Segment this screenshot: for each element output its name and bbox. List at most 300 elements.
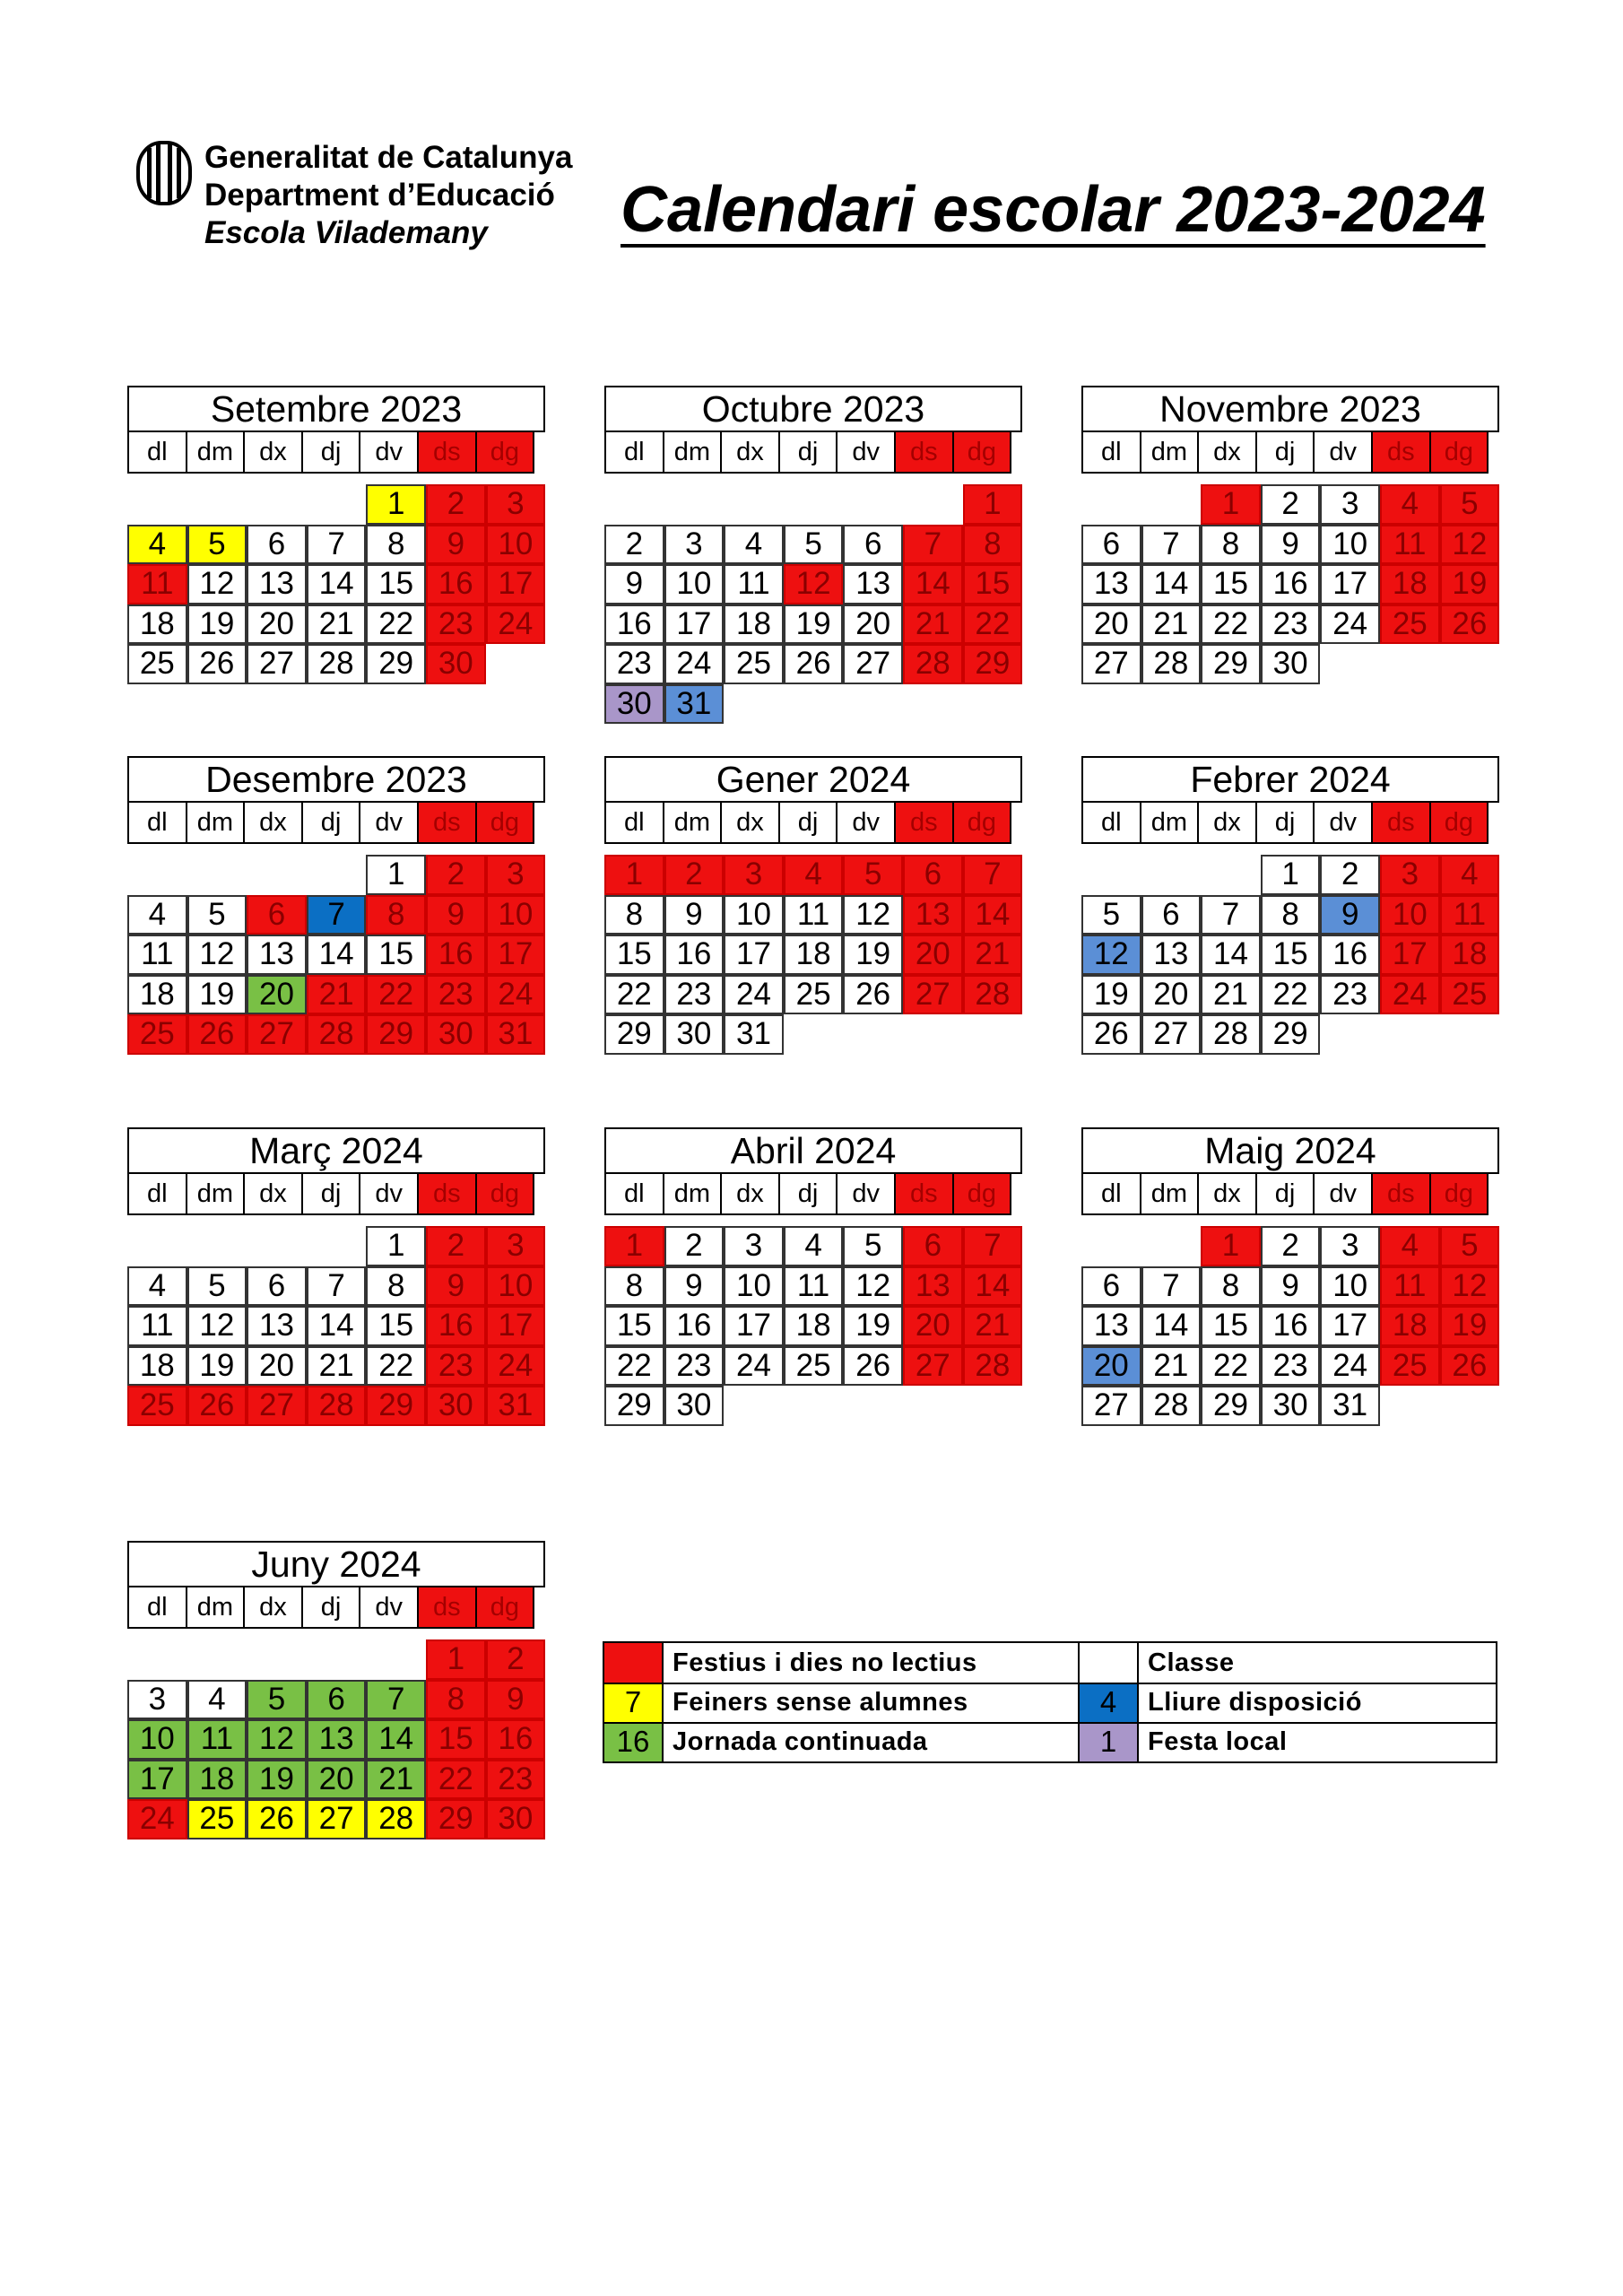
day-cell: 25 [724, 644, 784, 684]
day-cell: 24 [1380, 975, 1440, 1015]
day-cell: 25 [187, 1799, 247, 1839]
day-cell: 11 [127, 1306, 187, 1346]
day-cell: 8 [426, 1680, 486, 1720]
day-cell: 30 [426, 1386, 486, 1426]
weekday-name: dl [604, 430, 664, 474]
day-cell: 23 [664, 975, 725, 1015]
weekday-name: dg [1429, 430, 1489, 474]
day-cell: 16 [664, 1306, 725, 1346]
weekday-name: dx [720, 1172, 780, 1215]
day-cell: 17 [1380, 935, 1440, 975]
day-cell: 18 [127, 604, 187, 645]
day-cell: 5 [187, 895, 247, 935]
day-cell: 20 [1081, 1346, 1141, 1387]
day-cell: 29 [1201, 644, 1261, 684]
day-cell: 28 [307, 1386, 367, 1426]
month-block [127, 1541, 545, 1836]
weekday-name: ds [417, 430, 477, 474]
weekday-name: ds [417, 1586, 477, 1629]
day-cell: 3 [664, 525, 725, 565]
weekday-name: dm [663, 801, 723, 844]
day-cell: 20 [903, 935, 963, 975]
day-cell: 7 [366, 1680, 426, 1720]
day-cell: 7 [307, 1266, 367, 1307]
organization-block [204, 139, 572, 252]
weekday-name: dl [1081, 1172, 1141, 1215]
day-cell: 28 [307, 1014, 367, 1055]
weekday-name: dl [604, 801, 664, 844]
day-cell: 22 [366, 975, 426, 1015]
day-cell: 8 [1201, 525, 1261, 565]
day-cell: 13 [247, 564, 307, 604]
weekday-name: dg [952, 430, 1012, 474]
weekday-name: dm [663, 430, 723, 474]
legend-label: Feiners sense alumnes [673, 1688, 968, 1717]
day-cell: 7 [963, 855, 1023, 895]
day-cell: 31 [664, 684, 725, 725]
day-cell: 14 [963, 895, 1023, 935]
day-cell: 15 [604, 935, 664, 975]
day-cell: 30 [664, 1014, 725, 1055]
day-cell: 12 [187, 935, 247, 975]
day-cell: 13 [1141, 935, 1202, 975]
day-cell: 18 [1440, 935, 1500, 975]
day-cell: 22 [1261, 975, 1321, 1015]
day-cell: 17 [486, 935, 546, 975]
weekday-name: dv [359, 1586, 419, 1629]
weekday-name: dx [720, 801, 780, 844]
day-cell: 19 [187, 1346, 247, 1387]
legend-label: Festa local [1148, 1727, 1288, 1756]
day-cell: 25 [784, 1346, 844, 1387]
day-cell: 19 [843, 1306, 903, 1346]
weekday-name: dj [778, 430, 838, 474]
legend-label: Classe [1148, 1648, 1235, 1677]
day-cell: 16 [426, 564, 486, 604]
day-cell: 21 [903, 604, 963, 645]
day-cell: 19 [784, 604, 844, 645]
day-cell: 4 [187, 1680, 247, 1720]
day-cell: 14 [1201, 935, 1261, 975]
day-cell: 12 [843, 895, 903, 935]
day-cell: 2 [426, 1226, 486, 1266]
weekday-header [127, 1172, 545, 1215]
day-cell: 17 [486, 564, 546, 604]
day-cell: 18 [784, 935, 844, 975]
month-title: Març 2024 [127, 1127, 545, 1174]
day-cell: 7 [1141, 525, 1202, 565]
weekday-name: dg [952, 801, 1012, 844]
day-cell: 27 [247, 1386, 307, 1426]
day-cell: 28 [903, 644, 963, 684]
day-cell: 20 [843, 604, 903, 645]
day-cell: 2 [664, 855, 725, 895]
day-cell: 26 [784, 644, 844, 684]
day-cell: 10 [486, 895, 546, 935]
day-cell: 25 [127, 1014, 187, 1055]
day-cell: 20 [1141, 975, 1202, 1015]
day-cell: 4 [127, 525, 187, 565]
weekday-name: dx [720, 430, 780, 474]
day-cell: 23 [426, 975, 486, 1015]
day-cell: 30 [426, 644, 486, 684]
weekday-name: dg [1429, 1172, 1489, 1215]
weekday-name: dx [1197, 801, 1257, 844]
day-cell: 7 [963, 1226, 1023, 1266]
weekday-name: dm [186, 430, 246, 474]
day-cell: 22 [366, 1346, 426, 1387]
day-cell: 30 [426, 1014, 486, 1055]
day-cell: 3 [724, 1226, 784, 1266]
day-cell: 23 [604, 644, 664, 684]
month-block [604, 756, 1022, 1051]
day-cell: 5 [187, 1266, 247, 1307]
day-cell: 9 [664, 895, 725, 935]
day-cell: 14 [307, 564, 367, 604]
day-cell: 8 [366, 525, 426, 565]
day-cell: 18 [187, 1760, 247, 1800]
day-cell: 21 [963, 935, 1023, 975]
day-cell: 23 [1320, 975, 1380, 1015]
weekday-name: dv [1313, 1172, 1373, 1215]
weekday-name: dm [663, 1172, 723, 1215]
generalitat-logo-icon [136, 141, 192, 205]
day-cell: 28 [963, 975, 1023, 1015]
day-cell: 12 [187, 1306, 247, 1346]
day-cell: 4 [724, 525, 784, 565]
day-cell: 1 [604, 855, 664, 895]
day-cell: 3 [1320, 484, 1380, 525]
day-cell: 1 [366, 484, 426, 525]
day-cell: 17 [724, 1306, 784, 1346]
day-cell: 22 [1201, 1346, 1261, 1387]
legend-swatch: 1 [1080, 1722, 1139, 1761]
day-cell: 23 [486, 1760, 546, 1800]
day-cell: 1 [963, 484, 1023, 525]
day-cell: 3 [724, 855, 784, 895]
day-cell: 31 [486, 1386, 546, 1426]
day-cell: 21 [307, 975, 367, 1015]
day-cell: 12 [247, 1719, 307, 1760]
day-cell: 21 [307, 604, 367, 645]
day-cell: 8 [366, 895, 426, 935]
day-cell: 10 [127, 1719, 187, 1760]
day-cell: 19 [1440, 1306, 1500, 1346]
day-cell: 25 [127, 644, 187, 684]
day-cell: 12 [784, 564, 844, 604]
weekday-header [1081, 1172, 1499, 1215]
month-title: Desembre 2023 [127, 756, 545, 803]
legend-divider [604, 1683, 1496, 1684]
day-cell: 19 [187, 975, 247, 1015]
legend-label: Festius i dies no lectius [673, 1648, 977, 1677]
day-cell: 25 [127, 1386, 187, 1426]
day-cell: 28 [1141, 644, 1202, 684]
day-cell: 10 [486, 1266, 546, 1307]
day-cell: 9 [426, 895, 486, 935]
weekday-name: dv [359, 1172, 419, 1215]
weekday-name: dm [186, 1172, 246, 1215]
day-cell: 7 [1201, 895, 1261, 935]
day-cell: 6 [247, 1266, 307, 1307]
day-cell: 22 [604, 1346, 664, 1387]
legend-swatch: 16 [604, 1722, 664, 1761]
weekday-header [127, 801, 545, 844]
day-cell: 11 [127, 564, 187, 604]
day-cell: 16 [426, 935, 486, 975]
day-cell: 6 [1081, 1266, 1141, 1307]
day-cell: 15 [426, 1719, 486, 1760]
day-cell: 29 [366, 1014, 426, 1055]
day-cell: 10 [724, 1266, 784, 1307]
weekday-name: ds [1371, 801, 1431, 844]
month-title: Abril 2024 [604, 1127, 1022, 1174]
day-cell: 31 [486, 1014, 546, 1055]
month-block [1081, 1127, 1499, 1422]
weekday-name: dj [1255, 1172, 1315, 1215]
day-cell: 3 [486, 855, 546, 895]
weekday-name: dg [475, 1586, 535, 1629]
weekday-name: dv [1313, 430, 1373, 474]
day-cell: 21 [307, 1346, 367, 1387]
day-cell: 21 [963, 1306, 1023, 1346]
day-cell: 1 [1261, 855, 1321, 895]
weekday-name: dm [1140, 801, 1200, 844]
day-cell: 7 [903, 525, 963, 565]
day-cell: 1 [1201, 1226, 1261, 1266]
day-cell: 15 [963, 564, 1023, 604]
day-cell: 9 [604, 564, 664, 604]
day-cell: 30 [1261, 644, 1321, 684]
day-cell: 4 [1380, 1226, 1440, 1266]
day-cell: 13 [1081, 564, 1141, 604]
day-cell: 2 [604, 525, 664, 565]
legend [603, 1641, 1497, 1763]
day-cell: 21 [1141, 604, 1202, 645]
weekday-name: dj [1255, 801, 1315, 844]
day-cell: 23 [664, 1346, 725, 1387]
weekday-name: dl [127, 1172, 187, 1215]
weekday-name: dm [186, 801, 246, 844]
month-title: Juny 2024 [127, 1541, 545, 1587]
weekday-name: dx [243, 1172, 303, 1215]
day-cell: 29 [366, 1386, 426, 1426]
day-cell: 15 [604, 1306, 664, 1346]
day-cell: 23 [426, 604, 486, 645]
month-title: Maig 2024 [1081, 1127, 1499, 1174]
weekday-header [1081, 430, 1499, 474]
day-cell: 10 [1320, 1266, 1380, 1307]
day-cell: 11 [1440, 895, 1500, 935]
day-cell: 7 [307, 895, 367, 935]
weekday-name: dm [1140, 1172, 1200, 1215]
day-cell: 26 [247, 1799, 307, 1839]
day-cell: 16 [486, 1719, 546, 1760]
day-cell: 28 [366, 1799, 426, 1839]
day-cell: 18 [1380, 1306, 1440, 1346]
day-cell: 8 [604, 1266, 664, 1307]
day-cell: 24 [486, 975, 546, 1015]
day-cell: 27 [247, 1014, 307, 1055]
day-cell: 4 [127, 895, 187, 935]
day-cell: 6 [903, 1226, 963, 1266]
day-cell: 15 [366, 935, 426, 975]
day-cell: 9 [1261, 525, 1321, 565]
day-cell: 24 [1320, 1346, 1380, 1387]
day-cell: 14 [963, 1266, 1023, 1307]
day-cell: 10 [1320, 525, 1380, 565]
day-cell: 19 [1440, 564, 1500, 604]
day-cell: 11 [724, 564, 784, 604]
weekday-name: ds [417, 801, 477, 844]
day-cell: 14 [903, 564, 963, 604]
day-cell: 8 [604, 895, 664, 935]
day-cell: 5 [247, 1680, 307, 1720]
day-cell: 2 [426, 484, 486, 525]
day-cell: 3 [1380, 855, 1440, 895]
day-cell: 29 [426, 1799, 486, 1839]
legend-label: Jornada continuada [673, 1727, 928, 1756]
day-cell: 13 [903, 895, 963, 935]
day-cell: 18 [724, 604, 784, 645]
day-cell: 10 [486, 525, 546, 565]
day-cell: 31 [724, 1014, 784, 1055]
day-cell: 6 [1141, 895, 1202, 935]
day-cell: 28 [1201, 1014, 1261, 1055]
day-cell: 6 [247, 525, 307, 565]
weekday-name: dj [1255, 430, 1315, 474]
day-cell: 8 [1201, 1266, 1261, 1307]
day-cell: 13 [903, 1266, 963, 1307]
day-cell: 15 [366, 1306, 426, 1346]
day-cell: 4 [1440, 855, 1500, 895]
day-cell: 12 [187, 564, 247, 604]
day-cell: 3 [486, 1226, 546, 1266]
weekday-name: dg [952, 1172, 1012, 1215]
day-cell: 6 [1081, 525, 1141, 565]
day-cell: 16 [1261, 1306, 1321, 1346]
day-cell: 5 [784, 525, 844, 565]
weekday-header [604, 801, 1022, 844]
day-cell: 2 [426, 855, 486, 895]
day-cell: 28 [1141, 1386, 1202, 1426]
day-cell: 26 [843, 1346, 903, 1387]
month-title: Setembre 2023 [127, 386, 545, 432]
weekday-header [604, 1172, 1022, 1215]
day-cell: 27 [247, 644, 307, 684]
day-cell: 1 [604, 1226, 664, 1266]
day-cell: 20 [903, 1306, 963, 1346]
day-cell: 14 [366, 1719, 426, 1760]
day-cell: 24 [486, 1346, 546, 1387]
day-cell: 22 [963, 604, 1023, 645]
day-cell: 16 [1261, 564, 1321, 604]
weekday-name: dl [1081, 430, 1141, 474]
weekday-name: dx [1197, 1172, 1257, 1215]
day-cell: 17 [127, 1760, 187, 1800]
month-title: Febrer 2024 [1081, 756, 1499, 803]
day-cell: 17 [486, 1306, 546, 1346]
day-cell: 2 [486, 1639, 546, 1680]
day-cell: 13 [1081, 1306, 1141, 1346]
month-block [127, 756, 545, 1051]
weekday-name: dl [127, 1586, 187, 1629]
day-cell: 14 [1141, 1306, 1202, 1346]
month-block [127, 386, 545, 681]
day-cell: 12 [1440, 1266, 1500, 1307]
day-cell: 23 [426, 1346, 486, 1387]
weekday-name: dj [301, 430, 361, 474]
day-cell: 25 [784, 975, 844, 1015]
weekday-name: dg [475, 801, 535, 844]
day-cell: 5 [843, 855, 903, 895]
day-cell: 4 [784, 855, 844, 895]
weekday-name: dj [301, 801, 361, 844]
day-cell: 10 [664, 564, 725, 604]
day-cell: 14 [307, 1306, 367, 1346]
day-cell: 24 [1320, 604, 1380, 645]
day-cell: 12 [1440, 525, 1500, 565]
weekday-name: ds [1371, 1172, 1431, 1215]
day-cell: 5 [187, 525, 247, 565]
day-cell: 26 [1440, 604, 1500, 645]
day-cell: 3 [127, 1680, 187, 1720]
day-cell: 19 [247, 1760, 307, 1800]
org-line-1: Generalitat de Catalunya [204, 140, 573, 175]
weekday-header [127, 430, 545, 474]
weekday-name: dv [359, 801, 419, 844]
day-cell: 7 [1141, 1266, 1202, 1307]
day-cell: 12 [843, 1266, 903, 1307]
weekday-name: dx [243, 430, 303, 474]
day-cell: 24 [724, 975, 784, 1015]
day-cell: 5 [843, 1226, 903, 1266]
day-cell: 6 [307, 1680, 367, 1720]
day-cell: 11 [784, 895, 844, 935]
day-cell: 1 [1201, 484, 1261, 525]
day-cell: 25 [1380, 1346, 1440, 1387]
day-cell: 9 [426, 1266, 486, 1307]
month-block [1081, 386, 1499, 681]
day-cell: 16 [664, 935, 725, 975]
day-cell: 11 [187, 1719, 247, 1760]
day-cell: 4 [1380, 484, 1440, 525]
day-cell: 28 [307, 644, 367, 684]
day-cell: 21 [366, 1760, 426, 1800]
month-block [604, 386, 1022, 721]
day-cell: 1 [426, 1639, 486, 1680]
day-cell: 14 [307, 935, 367, 975]
weekday-name: dv [836, 1172, 896, 1215]
day-cell: 26 [187, 1386, 247, 1426]
day-cell: 11 [127, 935, 187, 975]
weekday-name: ds [894, 1172, 954, 1215]
day-cell: 17 [664, 604, 725, 645]
day-cell: 27 [1141, 1014, 1202, 1055]
day-cell: 21 [1141, 1346, 1202, 1387]
day-cell: 16 [1320, 935, 1380, 975]
weekday-name: ds [894, 801, 954, 844]
day-cell: 22 [1201, 604, 1261, 645]
day-cell: 8 [1261, 895, 1321, 935]
day-cell: 11 [1380, 1266, 1440, 1307]
day-cell: 29 [366, 644, 426, 684]
day-cell: 22 [426, 1760, 486, 1800]
day-cell: 19 [1081, 975, 1141, 1015]
weekday-name: dg [475, 430, 535, 474]
day-cell: 13 [843, 564, 903, 604]
month-block [127, 1127, 545, 1422]
